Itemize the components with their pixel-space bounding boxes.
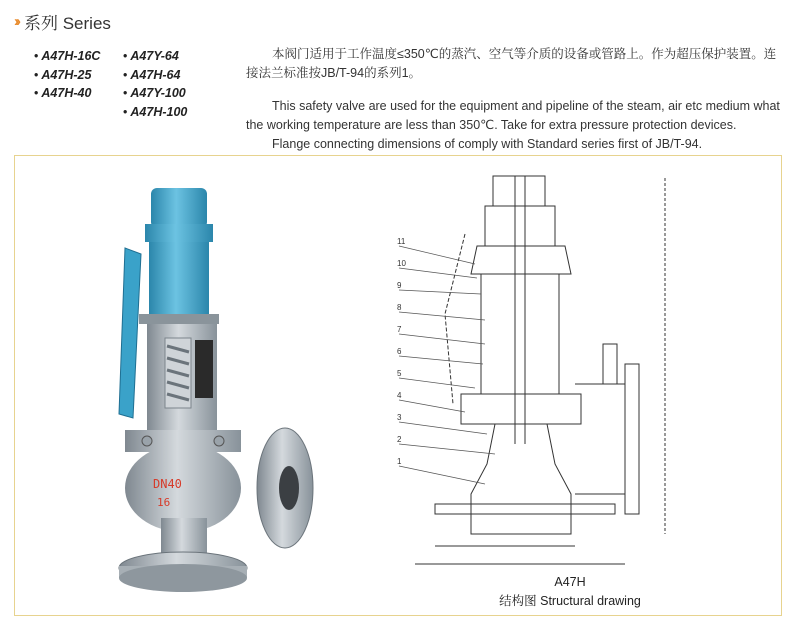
double-chevron-icon: ›› [14, 12, 18, 30]
model-item: • A47H-64 [123, 67, 181, 82]
part-number: 8 [397, 303, 402, 312]
model-item: • A47Y-100 [123, 86, 186, 100]
product-panel [14, 155, 782, 616]
part-number: 3 [397, 413, 402, 422]
part-number: 4 [397, 391, 402, 400]
description-chinese [246, 45, 784, 83]
part-number: 10 [397, 259, 406, 268]
part-number: 5 [397, 369, 402, 378]
section-header [14, 9, 111, 33]
part-number: 7 [397, 325, 402, 334]
description-en-text: This safety valve are used for the equipment and pipeline of the steam, air etc medium what the working temperature are less than 350℃. Take for extra pressure protection devices. [246, 99, 780, 132]
model-item: • A47H-100 [123, 104, 188, 119]
model-list-2 [123, 47, 187, 121]
description-en-flange-text: Flange connecting dimensions of comply with Standard series first of JB/T-94. [272, 137, 703, 151]
model-list-1 [34, 47, 100, 103]
pressure-marking: 16 [157, 496, 171, 509]
description-english [246, 97, 784, 154]
part-number: 2 [397, 435, 402, 444]
structural-drawing [375, 164, 705, 584]
part-number: 1 [397, 457, 402, 466]
part-number: 11 [397, 237, 406, 246]
drawing-model-label: A47H [554, 575, 586, 589]
description-cn-text: 本阀门适用于工作温度≤350℃的蒸汽、空气等介质的设备或管路上。作为超压保护装置。连接法兰标准按JB/T-94的系列1。 [246, 47, 777, 80]
part-number: 6 [397, 347, 402, 356]
valve-photo [85, 168, 325, 608]
section-title: 系列 Series [24, 13, 111, 33]
drawing-caption: 结构图 Structural drawing [499, 594, 641, 608]
model-item: • A47Y-64 [123, 49, 179, 63]
part-number: 9 [397, 281, 402, 290]
model-item: • A47H-16C [34, 49, 101, 63]
model-item: • A47H-25 [34, 67, 92, 82]
model-item: • A47H-40 [34, 86, 92, 100]
flange-marking: DN40 [153, 477, 182, 491]
